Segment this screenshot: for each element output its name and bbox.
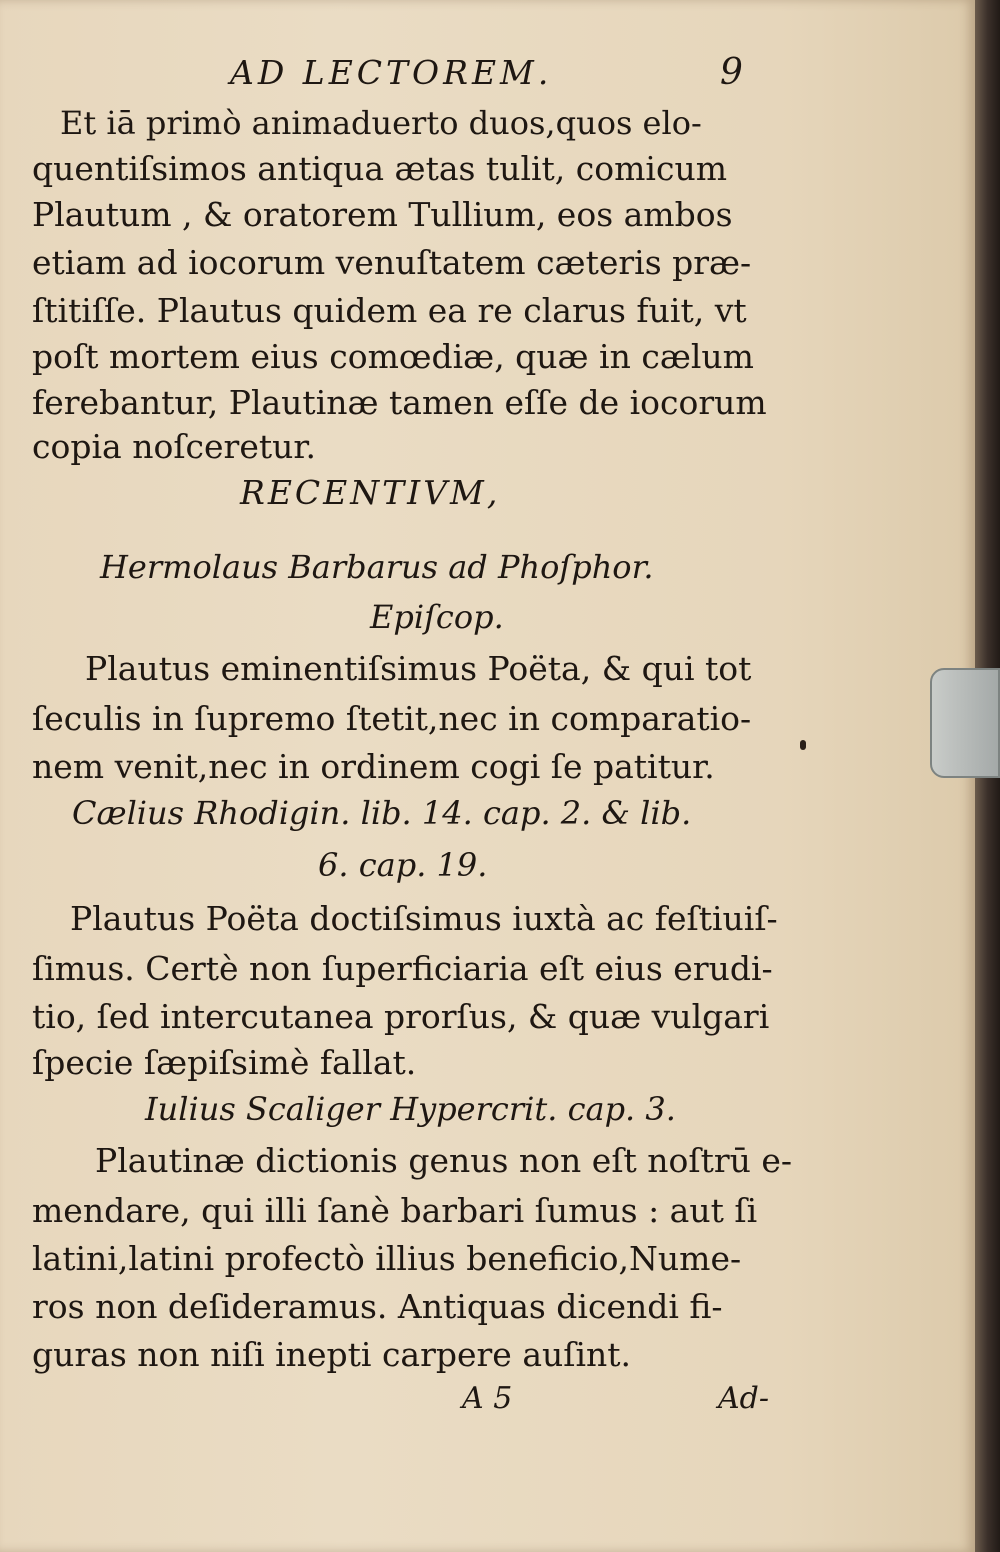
text-line: ros non deſideramus. Antiquas dicendi fi- [32, 1287, 723, 1326]
text-line: guras non niſi inepti carpere auſint. [32, 1335, 632, 1374]
page-clip-tab [930, 668, 1000, 778]
text-line: latini,latini profectò illius beneficio,Nume- [32, 1239, 742, 1278]
source-citation: Iulius Scaliger Hypercrit. cap. 3. [145, 1090, 676, 1128]
text-line: poſt mortem eius comœdiæ, quæ in cælum [32, 337, 754, 376]
source-citation: 6. cap. 19. [318, 846, 488, 884]
text-line: Plautum , & oratorem Tullium, eos ambos [32, 195, 733, 234]
source-citation: Cælius Rhodigin. lib. 14. cap. 2. & lib. [72, 794, 692, 832]
signature-mark: A 5 [462, 1381, 513, 1416]
catchword: Ad- [718, 1381, 770, 1416]
text-line: ſpecie ſæpiſsimè fallat. [32, 1043, 417, 1082]
text-line: tio, ſed intercutanea prorſus, & quæ vulgari [32, 997, 770, 1036]
text-line: Plautus eminentiſsimus Poëta, & qui tot [85, 649, 752, 688]
page-number: 9 [720, 52, 743, 93]
text-line: mendare, qui illi ſanè barbari ſumus : aut ſi [32, 1191, 758, 1230]
source-citation: Epiſcop. [370, 598, 504, 636]
text-line: ſtitiſſe. Plautus quidem ea re clarus fuit, vt [32, 291, 747, 330]
text-line: Plautus Poëta doctiſsimus iuxtà ac feſtiuiſ- [70, 899, 778, 938]
text-line: Et iā primò animaduerto duos,quos elo- [60, 104, 702, 142]
source-citation: Hermolaus Barbarus ad Phoſphor. [100, 548, 654, 586]
text-line: ſeculis in ſupremo ſtetit,nec in comparatio- [32, 699, 752, 738]
text-line: etiam ad iocorum venuſtatem cæteris præ- [32, 243, 752, 282]
section-heading: RECENTIVM, [240, 473, 501, 512]
text-line: quentiſsimos antiqua ætas tulit, comicum [32, 149, 728, 188]
running-header: AD LECTOREM. [230, 53, 553, 92]
text-line: ferebantur, Plautinæ tamen eſſe de iocorum [32, 383, 767, 422]
text-line: Plautinæ dictionis genus non eſt noſtrū e- [95, 1141, 793, 1180]
text-line: nem venit,nec in ordinem cogi ſe patitur. [32, 747, 715, 786]
text-line: ſimus. Certè non ſuperficiaria eſt eius erudi- [32, 949, 773, 988]
text-line: copia noſceretur. [32, 427, 316, 466]
ink-speck [800, 740, 806, 750]
